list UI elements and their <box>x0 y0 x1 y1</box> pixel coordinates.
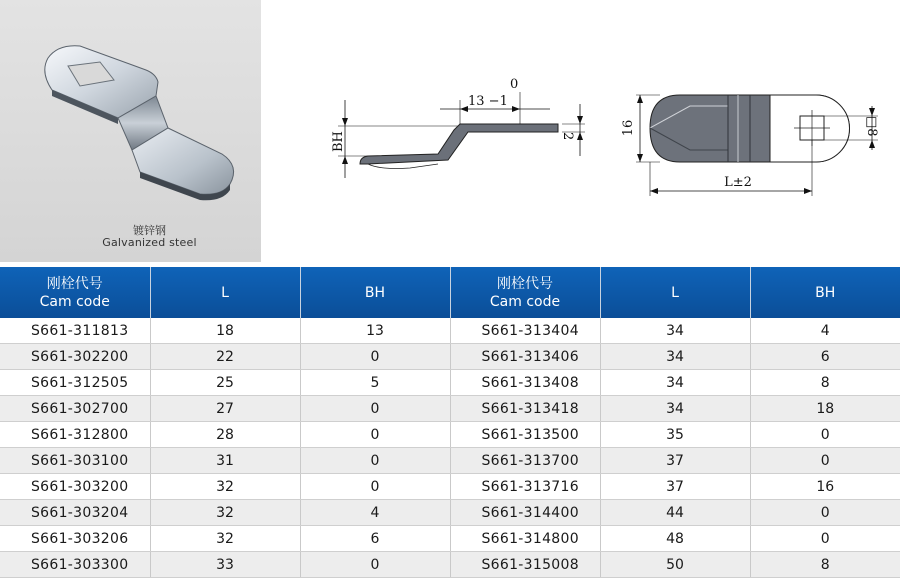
cam-code-cell: S661-313406 <box>450 344 600 370</box>
cam-code-cell: S661-303300 <box>0 552 150 578</box>
table-row <box>0 370 900 396</box>
cam-code-cell: S661-315008 <box>450 552 600 578</box>
length-cell: 34 <box>600 396 750 422</box>
material-caption-english: Galvanized steel <box>102 236 197 249</box>
zero-dimension-label: 0 <box>510 77 519 92</box>
length-header: L <box>600 267 750 318</box>
table-row <box>0 552 900 578</box>
bh-cell: 0 <box>750 500 900 526</box>
cam-code-cell: S661-303200 <box>0 474 150 500</box>
bh-cell: 0 <box>300 344 450 370</box>
length-cell: 44 <box>600 500 750 526</box>
cam-code-header <box>450 267 600 318</box>
length-cell: 34 <box>600 318 750 344</box>
cam-code-cell: S661-303204 <box>0 500 150 526</box>
bh-dimension-label: BH <box>331 131 346 152</box>
length-cell: 32 <box>150 526 300 552</box>
cam-code-cell: S661-312505 <box>0 370 150 396</box>
bh-cell: 0 <box>300 422 450 448</box>
length-header: L <box>150 267 300 318</box>
bh-header: BH <box>300 267 450 318</box>
bh-cell: 4 <box>300 500 450 526</box>
table-row <box>0 474 900 500</box>
product-header <box>0 0 900 266</box>
length-cell: 37 <box>600 448 750 474</box>
cam-code-header <box>0 267 150 318</box>
bh-cell: 0 <box>300 552 450 578</box>
side-view-drawing <box>300 60 600 190</box>
table-row <box>0 318 900 344</box>
cam-code-cell: S661-302700 <box>0 396 150 422</box>
bh-cell: 5 <box>300 370 450 396</box>
table-row <box>0 500 900 526</box>
cam-code-cell: S661-312800 <box>0 422 150 448</box>
bh-cell: 4 <box>750 318 900 344</box>
material-caption-chinese: 镀锌钢 <box>133 224 166 237</box>
square-dimension-label: □8 <box>864 116 879 137</box>
bh-cell: 0 <box>750 448 900 474</box>
length-cell: 22 <box>150 344 300 370</box>
cam-code-cell: S661-303206 <box>0 526 150 552</box>
cam-code-header-en: Cam code <box>489 293 561 310</box>
bh-cell: 8 <box>750 552 900 578</box>
length-cell: 35 <box>600 422 750 448</box>
bh-cell: 16 <box>750 474 900 500</box>
bh-cell: 8 <box>750 370 900 396</box>
product-photo <box>0 0 261 262</box>
length-cell: 28 <box>150 422 300 448</box>
cam-code-table <box>0 267 900 578</box>
cam-code-cell: S661-313716 <box>450 474 600 500</box>
table-row <box>0 422 900 448</box>
bh-cell: 13 <box>300 318 450 344</box>
length-cell: 34 <box>600 344 750 370</box>
bh-cell: 18 <box>750 396 900 422</box>
thickness-dimension-label: 2 <box>560 132 575 141</box>
cam-code-cell: S661-311813 <box>0 318 150 344</box>
offset-dimension-label: 13 −1 <box>468 94 508 109</box>
length-cell: 32 <box>150 474 300 500</box>
length-cell: 37 <box>600 474 750 500</box>
cam-code-cell: S661-313700 <box>450 448 600 474</box>
length-cell: 31 <box>150 448 300 474</box>
bh-cell: 0 <box>300 448 450 474</box>
top-view-drawing <box>610 70 900 210</box>
bh-cell: 0 <box>300 396 450 422</box>
bh-cell: 0 <box>750 526 900 552</box>
length-cell: 27 <box>150 396 300 422</box>
cam-code-cell: S661-303100 <box>0 448 150 474</box>
cam-code-cell: S661-313404 <box>450 318 600 344</box>
length-cell: 33 <box>150 552 300 578</box>
cam-code-cell: S661-314800 <box>450 526 600 552</box>
bh-cell: 0 <box>750 422 900 448</box>
cam-code-header-cn: 刚栓代号 <box>46 275 103 292</box>
length-dimension-label: L±2 <box>724 175 752 190</box>
cam-code-cell: S661-314400 <box>450 500 600 526</box>
bh-cell: 0 <box>300 474 450 500</box>
width-dimension-label: 16 <box>621 119 636 137</box>
length-cell: 34 <box>600 370 750 396</box>
table-body <box>0 318 900 578</box>
bh-cell: 6 <box>300 526 450 552</box>
cam-photo-illustration <box>0 0 261 222</box>
length-cell: 32 <box>150 500 300 526</box>
length-cell: 25 <box>150 370 300 396</box>
cam-code-header-cn: 刚栓代号 <box>497 275 553 292</box>
table-row <box>0 396 900 422</box>
table-row <box>0 526 900 552</box>
table-row <box>0 344 900 370</box>
cam-code-cell: S661-313500 <box>450 422 600 448</box>
table-header-row <box>0 267 900 318</box>
cam-code-cell: S661-302200 <box>0 344 150 370</box>
cam-code-cell: S661-313418 <box>450 396 600 422</box>
cam-code-header-en: Cam code <box>39 293 110 310</box>
length-cell: 50 <box>600 552 750 578</box>
bh-cell: 6 <box>750 344 900 370</box>
length-cell: 48 <box>600 526 750 552</box>
table-row <box>0 448 900 474</box>
cam-code-cell: S661-313408 <box>450 370 600 396</box>
bh-header: BH <box>750 267 900 318</box>
length-cell: 18 <box>150 318 300 344</box>
